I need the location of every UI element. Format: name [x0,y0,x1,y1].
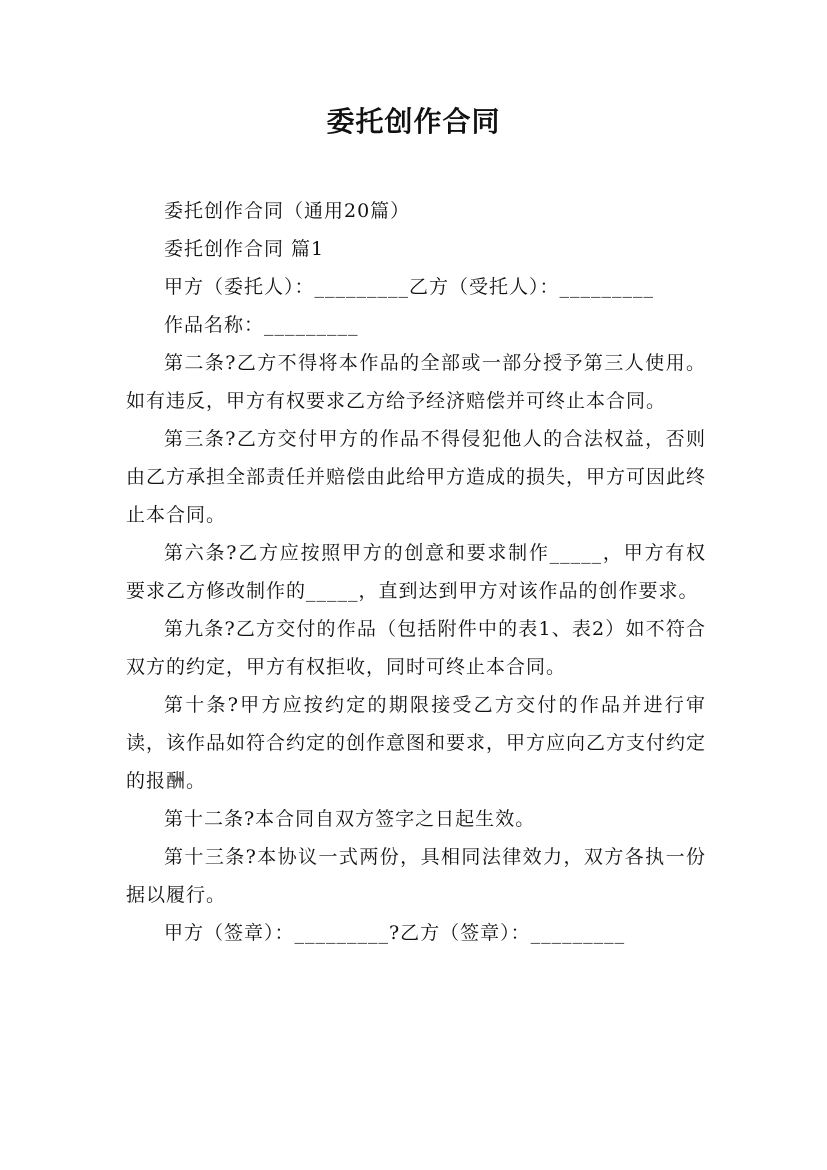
paragraph-article-2: 第二条?乙方不得将本作品的全部或一部分授予第三人使用。如有违反，甲方有权要求乙方给予经济赔偿并可终止本合同。 [126,352,706,412]
paragraph-article-3: 第三条?乙方交付甲方的作品不得侵犯他人的合法权益，否则由乙方承担全部责任并赔偿由此给甲方造成的损失，甲方可因此终止本合同。 [126,428,707,526]
document-title: 委托创作合同 [326,105,501,138]
paragraph-subtitle: 委托创作合同（通用20篇） [164,200,411,222]
paragraph-section-heading: 委托创作合同 篇1 [164,238,325,260]
paragraph-work-name: 作品名称：_________ [164,314,359,336]
paragraph-parties: 甲方（委托人）：_________乙方（受托人）：_________ [164,276,655,298]
paragraph-article-12: 第十二条?本合同自双方签字之日起生效。 [164,808,536,830]
paragraph-article-13: 第十三条?本协议一式两份，具相同法律效力，双方各执一份据以履行。 [126,846,706,906]
paragraph-article-6: 第六条?乙方应按照甲方的创意和要求制作_____，甲方有权要求乙方修改制作的_____，直到达到甲方对该作品的创作要求。 [126,542,706,602]
paragraph-signatures: 甲方（签章）：_________?乙方（签章）：_________ [164,922,626,944]
document-body [126,192,706,952]
paragraph-article-9: 第九条?乙方交付的作品（包括附件中的表1、表2）如不符合双方的约定，甲方有权拒收，同时可终止本合同。 [126,618,706,678]
paragraph-article-10: 第十条?甲方应按约定的期限接受乙方交付的作品并进行审读，该作品如符合约定的创作意图和要求，甲方应向乙方支付约定的报酬。 [126,694,707,792]
